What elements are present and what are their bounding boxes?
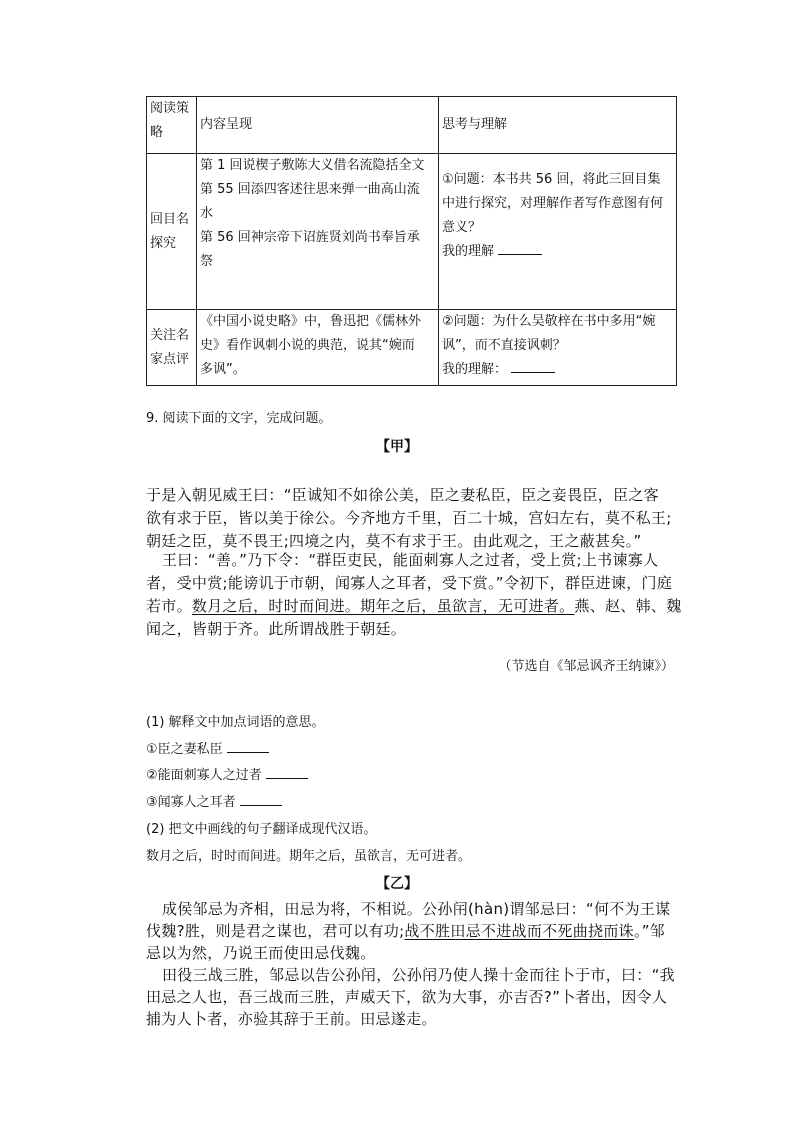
passage-line: 成侯邹忌为齐相，田忌为将，不相说。公孙闬(hàn)谓邹忌曰：“何不为王谋 (162, 900, 671, 918)
answer-label: 我的理解： (442, 362, 508, 377)
question-9-prompt: 9. 阅读下面的文字，完成问题。 (146, 411, 332, 426)
answer-blank[interactable] (511, 358, 555, 373)
header-thinking: 思考与理解 (439, 97, 677, 154)
header-content: 内容呈现 (197, 97, 439, 154)
subquestion-2: (2) 把文中画线的句子翻译成现代汉语。 (146, 822, 377, 837)
subquestion-1-item: ③闻寡人之耳者 (146, 791, 282, 810)
passage-line: 朝廷之臣，莫不畏王;四境之内，莫不有求于王。由此观之，王之蔽甚矣。” (146, 532, 642, 550)
underlined-sentence: 数月之后，时时而间进。期年之后，虽欲言，无可进者。 (191, 597, 575, 615)
header-strategy: 阅读策 略 (147, 97, 197, 154)
subquestion-1-item: ①臣之妻私臣 (146, 738, 269, 757)
passage-line: 忌以为然，乃说王而使田忌伐魏。 (146, 944, 376, 962)
answer-label: 我的理解 (442, 244, 495, 259)
table-row (147, 154, 677, 310)
passage-line: 若市。数月之后，时时而间进。期年之后，虽欲言，无可进者。燕、赵、韩、魏 (146, 597, 682, 615)
passage-line: 者，受中赏;能谤讥于市朝，闻寡人之耳者，受下赏。”令初下，群臣进谏，门庭 (146, 574, 673, 592)
row-question-critic: ②问题：为什么吴敬梓在书中多用“婉 讽”，而不直接讽刺？ 我的理解： (439, 310, 677, 386)
underlined-sentence: 战不胜田忌不进战而不死曲挠而诛 (404, 922, 634, 940)
row-question-mulu: ①问题：本书共 56 回，将此三回目集 中进行探究，对理解作者写作意图有何 意义？ 我的理解 (439, 154, 677, 310)
row-label-mulu: 回目名 探究 (147, 154, 197, 310)
section-title-jia: 【甲】 (376, 439, 418, 455)
passage-line: 王曰：“善。”乃下令：“群臣吏民，能面刺寡人之过者，受上赏;上书谏寡人 (162, 551, 659, 569)
passage-line: 田忌之人也，吾三战而三胜，声威天下，欲为大事，亦吉否?”卜者出，因令人 (146, 988, 668, 1006)
section-title-yi: 【乙】 (376, 876, 418, 892)
subquestion-1: (1) 解释文中加点词语的意思。 (146, 715, 325, 730)
answer-blank[interactable] (240, 791, 282, 806)
passage-line: 捕为人卜者，亦验其辞于王前。田忌遂走。 (146, 1010, 437, 1028)
answer-blank[interactable] (227, 738, 269, 753)
subquestion-1-item: ②能面刺寡人之过者 (146, 764, 308, 783)
row-content-critic: 《中国小说史略》中，鲁迅把《儒林外 史》看作讽刺小说的典范，说其“婉而 多讽”。 (197, 310, 439, 386)
answer-blank[interactable] (266, 764, 308, 779)
passage-line: 伐魏?胜，则是君之谋也，君可以有功;战不胜田忌不进战而不死曲挠而诛。”邹 (146, 922, 666, 940)
source-citation: （节选自《邹忌讽齐王纳谏》） (498, 659, 674, 674)
table-row (147, 310, 677, 386)
passage-line: 闻之，皆朝于齐。此所谓战胜于朝廷。 (146, 620, 407, 638)
passage-line: 田役三战三胜，邹忌以告公孙闬，公孙闬乃使人操十金而往卜于市，曰：“我 (162, 966, 675, 984)
passage-line: 于是入朝见威王曰：“臣诚知不如徐公美，臣之妻私臣，臣之妾畏臣，臣之客 (146, 486, 659, 504)
reading-strategy-table (146, 96, 677, 386)
subquestion-2-sentence: 数月之后，时时而间进。期年之后，虽欲言，无可进者。 (146, 849, 472, 864)
passage-line: 欲有求于臣，皆以美于徐公。今齐地方千里，百二十城，宫妇左右，莫不私王; (146, 509, 672, 527)
row-label-critic: 关注名 家点评 (147, 310, 197, 386)
answer-blank[interactable] (498, 240, 542, 255)
table-header-row (147, 97, 677, 154)
row-content-mulu: 第 1 回说楔子敷陈大义借名流隐括全文 第 55 回添四客述往思来弹一曲高山流 水 第 56 回神宗帝下诏旌贤刘尚书奉旨承 祭 (197, 154, 439, 310)
